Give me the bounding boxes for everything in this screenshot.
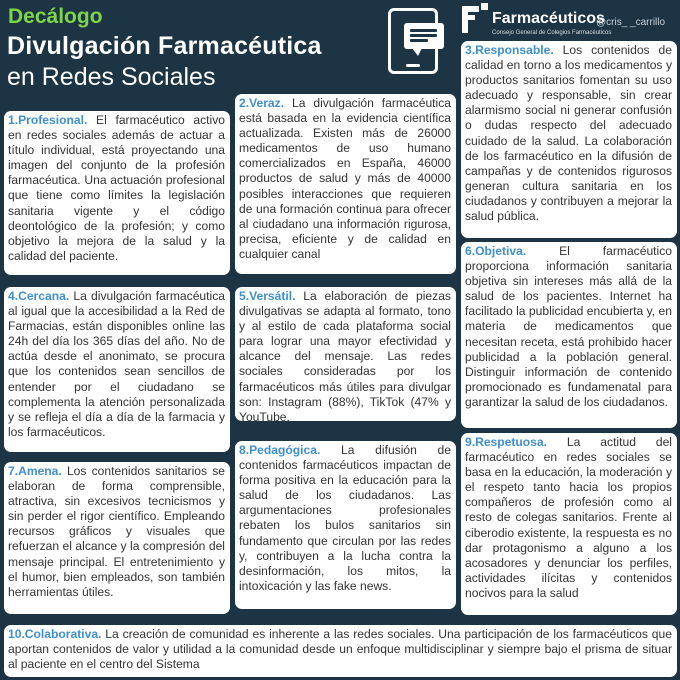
point-text: Los contenidos sanitarios se elaboran de forma comprensible, atractiva, sin excesivos tecnicismos y sin perder el rigor científico. Empleando recursos gráficos y visuales que refuerzan el alcance y la compresión del mensaje principal. El entretenimiento y el humor, bien empleados, son también herramientas útiles. — [8, 464, 225, 599]
point-heading: 8.Pedagógica. — [239, 443, 321, 457]
point-card — [461, 433, 677, 615]
author-handle: @cris_ _carrillo — [596, 17, 666, 28]
farmaceuticos-logo — [462, 3, 488, 33]
point-heading: 5.Versátil. — [239, 289, 296, 303]
point-text: La divulgación farmacéutica al igual que la accesibilidad a la Red de Farmacias, están disponibles online las 24h del día los 365 días del año. No de actúa desde el anonimato, se procura que los contenidos sean sencillos de entender por el ciudadano se complementa la atención personalizada y se refleja el día a día de la farmacia y los farmacéuticos. — [8, 289, 225, 439]
point-card — [4, 111, 230, 275]
point-text: La difusión de contenidos farmacéuticos impactan de forma positiva en la educación para la salud de los ciudadanos. Las argumentaciones profesionales rebaten los bulos sanitarios sin fundamento que circulan por las redes y, contribuyen a la lucha contra la desinformación, los mitos, la intoxicación y las fake news. — [239, 443, 451, 593]
page-title: Divulgación Farmacéutica — [7, 32, 322, 60]
point-text: La elaboración de piezas divulgativas se adapta al formato, tono y al estilo de cada plataforma social para lograr una mayor efectividad y alcance del mensaje. Las redes sociales consideradas por los farmacéuticos más útiles para divulgar son: Instagram (88%), TikTok (47% y YouTube. — [239, 289, 451, 424]
point-text: La divulgación farmacéutica está basada en la evidencia científica actualizada. Existen más de 26000 medicamentos de uso humano comercializados en España, 46000 productos de salud y más de 40000 posibles interacciones que requieren de una formación continua para ofrecer al ciudadano una información rigurosa, precisa, eficiente y de calidad en cualquier canal — [239, 96, 451, 261]
point-card — [4, 625, 677, 677]
brand-subtitle: Consejo General de Colegios Farmacéuticos — [492, 30, 612, 36]
point-card — [235, 287, 456, 424]
point-card — [4, 287, 230, 452]
point-card — [4, 462, 230, 614]
brand-name: Farmacéuticos — [492, 10, 605, 27]
point-heading: 1.Profesional. — [8, 113, 88, 127]
point-heading: 9.Respetuosa. — [465, 435, 547, 449]
point-text: Los contenidos de calidad en torno a los medicamentos y productos sanitarios fomentan su uso adecuado y responsable, sin crear alarmismo social ni generar confusión o dudas respecto del adecuado cuidado de la salud. La colaboración de los farmacéutico en la difusión de campañas y de contenidos rigurosos generan cultura sanitaria en los ciudadanos y contribuyen a mejorar la salud pública. — [465, 43, 672, 224]
chat-bubble-icon — [404, 23, 444, 49]
kicker: Decálogo — [8, 5, 103, 28]
point-heading: 4.Cercana. — [8, 289, 70, 303]
point-card — [235, 441, 456, 609]
point-text: La actitud del farmacéutico en redes sociales se basa en la educación, la moderación y el respeto tanto hacia los propios compañeros de profesión como al resto de colegas sanitarios. Frente al ciberodio existente, la respuesta es no dar protagonismo a alguno a los acosadores y denunciar los perfiles, actividades ilícitas y contenidos nocivos para la salud — [465, 435, 672, 600]
point-heading: 2.Veraz. — [239, 96, 285, 110]
page-subtitle: en Redes Sociales — [7, 63, 216, 91]
point-text: La creación de comunidad es inherente a las redes sociales. Una participación de los farmacéuticos que aportan contenidos de valor y utilidad a la comunidad desde un enfoque multidisciplinar y siempre bajo el prisma de situar al paciente en el centro del Sistema — [8, 627, 672, 672]
point-card — [461, 242, 677, 428]
point-text: El farmacéutico proporciona información sanitaria objetiva sin intereses más allá de la salud de los pacientes. Internet ha facilitado la publicidad encubierta y, en materia de medicamentos que necesitan receta, está prohibido hacer publicidad a la población general. Distinguir información de contenido promocionado es fundamenatal para garantizar la salud de los ciudadanos. — [465, 244, 672, 409]
point-heading: 7.Amena. — [8, 464, 62, 478]
point-heading: 6.Objetiva. — [465, 244, 527, 258]
point-card — [235, 94, 456, 274]
point-text: El farmacéutico activo en redes sociales además de actuar a título individual, está proyectando una imagen del conjunto de la profesión farmacéutica. Una actuación profesional que tiene como límites la legislación sanitaria vigente y el código deontológico de la profesión; y como objetivo la mejora de la salud y la calidad del paciente. — [8, 113, 225, 263]
point-heading: 10.Colaborativa. — [8, 627, 102, 641]
point-heading: 3.Responsable. — [465, 43, 554, 57]
point-card — [461, 41, 677, 238]
